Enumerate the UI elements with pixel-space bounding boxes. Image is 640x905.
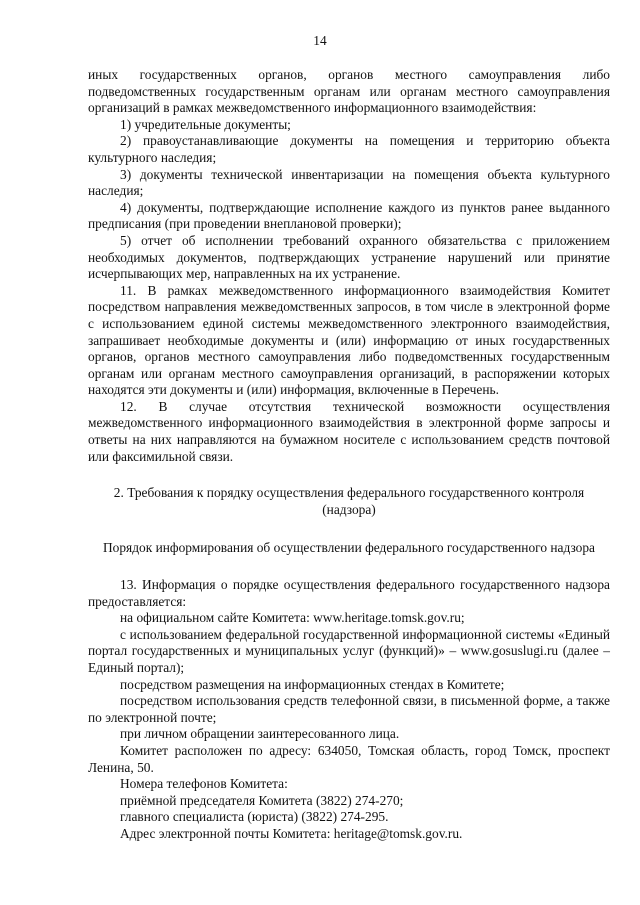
subsection-heading: Порядок информирования об осуществлении федерального государственного надзора	[103, 540, 595, 556]
list-item: 2) правоустанавливающие документы на помещения и территорию объекта культурного наследия;	[88, 133, 610, 165]
paragraph-11: 11. В рамках межведомственного информационного взаимодействия Комитет посредством направления межведомственных запросов, в том числе в электронной форме с использованием единой системы межведомственного электронного взаимодействия, запрашивает необходимые документы и (или) информацию от иных государственных органов, органов местного самоуправления либо подведомственных государственным органам или органам местного самоуправления организаций, в распоряжении которых находятся эти документы и (или) информация, включенные в Перечень.	[88, 282, 610, 398]
list-item: 1) учредительные документы;	[120, 116, 291, 132]
info-item: на официальном сайте Комитета: www.heritage.tomsk.gov.ru;	[120, 610, 465, 626]
paragraph-continuation: иных государственных органов, органов местного самоуправления либо подведомственных государственным органам или органам местного самоуправления организаций в рамках межведомственного информационного взаимодействия:	[88, 67, 610, 116]
info-item: посредством размещения на информационных стендах в Комитете;	[120, 676, 505, 692]
page-number: 14	[313, 33, 327, 48]
list-item: 5) отчет об исполнении требований охранного обязательства с приложением необходимых документов, подтверждающих устранение нарушений или принятие исчерпывающих мер, направленных на их устранение.	[88, 232, 610, 282]
phone-reception: приёмной председателя Комитета (3822) 274-270;	[120, 792, 404, 808]
info-item: посредством использования средств телефонной связи, в письменной форме, а также по электронной почте;	[88, 693, 610, 725]
list-item: 3) документы технической инвентаризации на помещения объекта культурного наследия;	[88, 166, 610, 199]
phones-heading: Номера телефонов Комитета:	[120, 776, 288, 792]
phone-specialist: главного специалиста (юриста) (3822) 274-295.	[120, 809, 389, 825]
page-content	[88, 67, 610, 843]
info-item: с использованием федеральной государственной информационной системы «Единый портал государственных и муниципальных услуг (функций)» – www.gosuslugi.ru (далее – Единый портал);	[88, 626, 610, 675]
address-text: Комитет расположен по адресу: 634050, Томская область, город Томск, проспект Ленина, 50.	[88, 742, 610, 775]
email-text: Адрес электронной почты Комитета: heritage@tomsk.gov.ru.	[120, 825, 463, 841]
info-item: при личном обращении заинтересованного лица.	[120, 726, 400, 742]
paragraph-12: 12. В случае отсутствия технической возможности осуществления межведомственного информационного взаимодействия в электронной форме запросы и ответы на них направляются на бумажном носителе с использованием средств почтовой или факсимильной связи.	[88, 398, 610, 464]
section-heading: 2. Требования к порядку осуществления федерального государственного контроля (надзора)	[113, 485, 585, 517]
paragraph-13: 13. Информация о порядке осуществления федерального государственного надзора предоставляется:	[88, 577, 610, 609]
list-item: 4) документы, подтверждающие исполнение каждого из пунктов ранее выданного предписания (при проведении внеплановой проверки);	[88, 199, 610, 232]
